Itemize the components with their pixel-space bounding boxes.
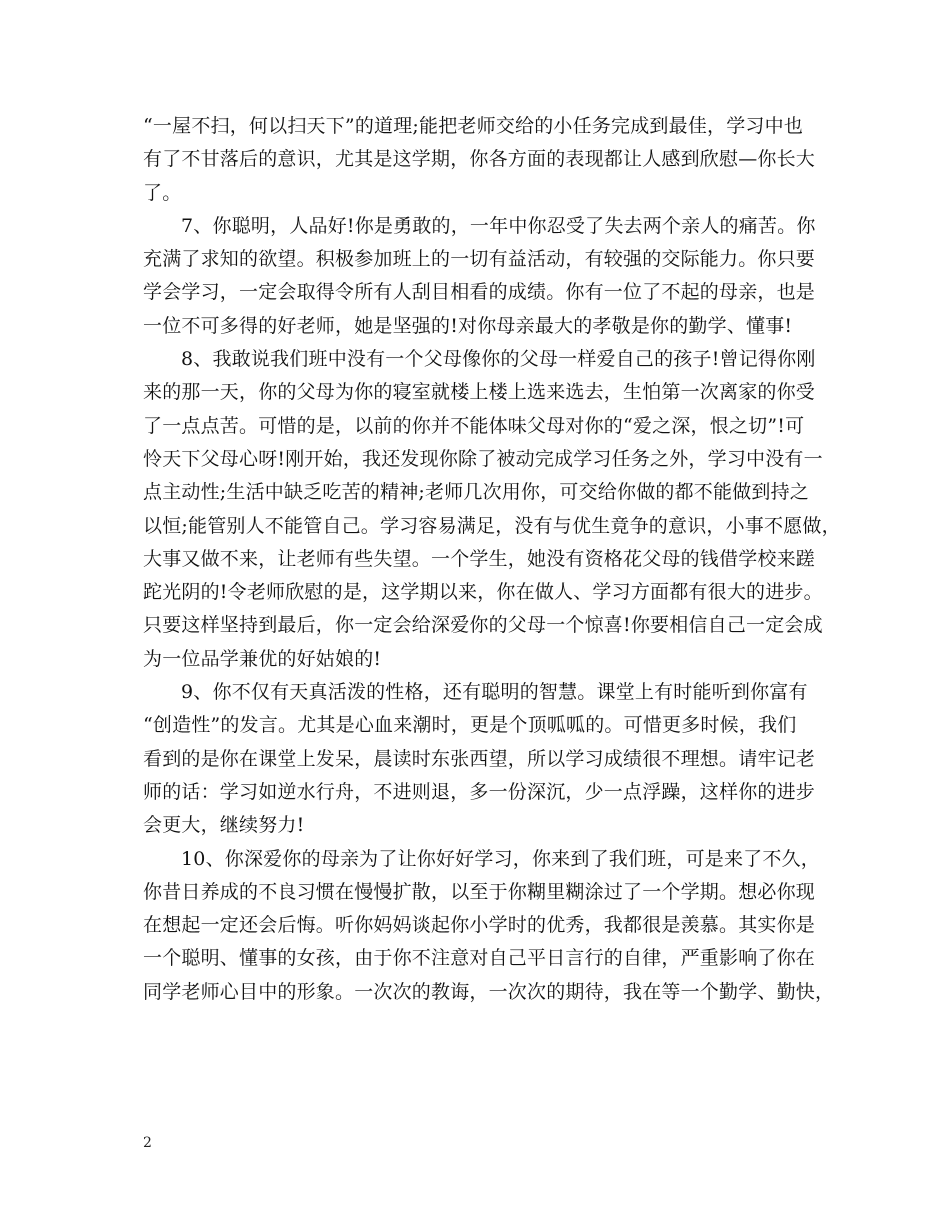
paragraph [143, 110, 816, 210]
paragraph-line: 大事又做不来，让老师有些失望。一个学生，她没有资格花父母的钱借学校来蹉 [143, 547, 816, 570]
paragraph-line: 以恒;能管别人不能管自己。学习容易满足，没有与优生竟争的意识，小事不愿做， [143, 514, 841, 537]
paragraph-line: 会更大，继续努力! [143, 814, 305, 837]
paragraph-line: 同学老师心目中的形象。一次次的教诲，一次次的期待，我在等一个勤学、勤快， [143, 980, 835, 1003]
paragraph-line: 7、你聪明，人品好!你是勇敢的，一年中你忍受了失去两个亲人的痛苦。你 [181, 214, 816, 237]
paragraph-line: 跎光阴的!令老师欣慰的是，这学期以来，你在做人、学习方面都有很大的进步。 [143, 581, 823, 604]
paragraph-line: “一屋不扫，何以扫天下”的道理;能把老师交给的小任务完成到最佳，学习中也 [143, 115, 804, 137]
paragraph-line: 看到的是你在课堂上发呆，晨读时东张西望，所以学习成绩很不理想。请牢记老 [143, 747, 816, 770]
paragraph-line: 一位不可多得的好老师，她是坚强的!对你母亲最大的孝敬是你的勤学、懂事! [143, 314, 793, 337]
page-number: 2 [143, 1135, 152, 1151]
paragraph-line: 9、你不仅有天真活泼的性格，还有聪明的智慧。课堂上有时能听到你富有 [181, 681, 808, 704]
paragraph-line: “创造性”的发言。尤其是心血来潮时，更是个顶呱呱的。可惜更多时候，我们 [143, 714, 797, 737]
paragraph-line: 一个聪明、懂事的女孩，由于你不注意对自己平日言行的自律，严重影响了你在 [143, 947, 816, 970]
paragraph-line: 只要这样坚持到最后，你一定会给深爱你的父母一个惊喜!你要相信自己一定会成 [143, 614, 823, 637]
paragraph [143, 343, 841, 676]
paragraph-line: 充满了求知的欲望。积极参加班上的一切有益活动，有较强的交际能力。你只要 [143, 248, 816, 271]
paragraph-line: 师的话：学习如逆水行舟，不进则退，多一份深沉，少一点浮躁，这样你的进步 [143, 780, 816, 803]
paragraph [143, 210, 816, 343]
paragraph-line: 来的那一天，你的父母为你的寝室就楼上楼上选来选去，生怕第一次离家的你受 [143, 381, 816, 404]
document-body [143, 110, 841, 1009]
paragraph-line: 点主动性;生活中缺乏吃苦的精神;老师几次用你，可交给你做的都不能做到持之 [143, 481, 810, 504]
paragraph-line: 你昔日养成的不良习惯在慢慢扩散，以至于你糊里糊涂过了一个学期。想必你现 [143, 880, 816, 903]
paragraph [143, 676, 816, 842]
paragraph-line: 在想起一定还会后悔。听你妈妈谈起你小学时的优秀，我都很是羡慕。其实你是 [143, 914, 816, 937]
paragraph-line: 10、你深爱你的母亲为了让你好好学习，你来到了我们班，可是来了不久， [181, 847, 820, 870]
paragraph-line: 8、我敢说我们班中没有一个父母像你的父母一样爱自己的孩子!曾记得你刚 [181, 348, 816, 371]
paragraph [143, 843, 835, 1009]
paragraph-line: 了一点点苦。可惜的是，以前的你并不能体味父母对你的“爱之深，恨之切”!可 [143, 414, 805, 437]
paragraph-line: 为一位品学兼优的好姑娘的! [143, 647, 382, 670]
paragraph-line: 有了不甘落后的意识，尤其是这学期，你各方面的表现都让人感到欣慰—你长大 [143, 148, 816, 171]
paragraph-line: 了。 [143, 181, 182, 204]
paragraph-line: 学会学习，一定会取得令所有人刮目相看的成绩。你有一位了不起的母亲，也是 [143, 281, 816, 304]
paragraph-line: 怜天下父母心呀!刚开始，我还发现你除了被动完成学习任务之外，学习中没有一 [143, 447, 823, 470]
